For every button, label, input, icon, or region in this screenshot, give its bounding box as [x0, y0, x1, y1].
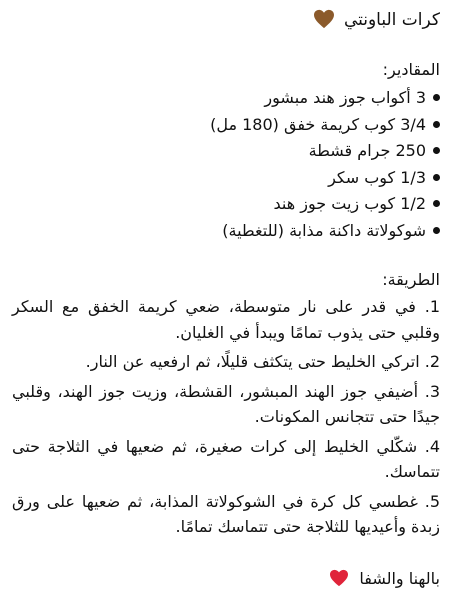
ingredients-list — [210, 85, 440, 244]
method-step: 3. أضيفي جوز الهند المبشور، القشطة، وزيت جوز الهند، وقلبي جيدًا حتى تتجانس المكونات. — [12, 381, 440, 426]
ingredient-item: 1/3 كوب سكر — [210, 165, 440, 192]
recipe-title: كرات الباونتي — [343, 10, 440, 30]
bullet-icon — [433, 147, 440, 154]
closing-text: بالهنا والشفا — [359, 569, 440, 588]
method-step: 4. شكّلي الخليط إلى كرات صغيرة، ثم ضعيها في الثلاجة حتى تتماسك. — [12, 436, 440, 481]
bullet-icon — [433, 227, 440, 234]
ingredient-item: 3/4 كوب كريمة خفق (180 مل) — [210, 112, 440, 139]
bullet-icon — [433, 121, 440, 128]
bullet-icon — [433, 200, 440, 207]
ingredient-item: 1/2 كوب زيت جوز هند — [210, 191, 440, 218]
ingredient-item: شوكولاتة داكنة مذابة (للتغطية) — [210, 218, 440, 245]
method-step: 1. في قدر على نار متوسطة، ضعي كريمة الخفق مع السكر وقلبي حتى يذوب تمامًا ويبدأ في الغليان. — [12, 297, 440, 342]
ingredient-item: 250 جرام قشطة — [210, 138, 440, 165]
closing-line — [329, 567, 440, 591]
red-heart-icon — [329, 569, 349, 587]
method-step: 2. اتركي الخليط حتى يتكثف قليلًا، ثم ارفعيه عن النار. — [85, 352, 440, 371]
method-step: 5. غطسي كل كرة في الشوكولاتة المذابة، ثم ضعيها على ورق زبدة وأعيديها للثلاجة حتى تتماسك تمامًا. — [12, 491, 440, 536]
ingredient-item: 3 أكواب جوز هند مبشور — [210, 85, 440, 112]
recipe-title-row — [313, 6, 440, 34]
method-heading: الطريقة: — [382, 270, 440, 289]
brown-heart-icon — [313, 9, 335, 29]
ingredients-heading: المقادير: — [382, 60, 440, 79]
bullet-icon — [433, 94, 440, 101]
method-steps — [12, 294, 440, 544]
bullet-icon — [433, 174, 440, 181]
